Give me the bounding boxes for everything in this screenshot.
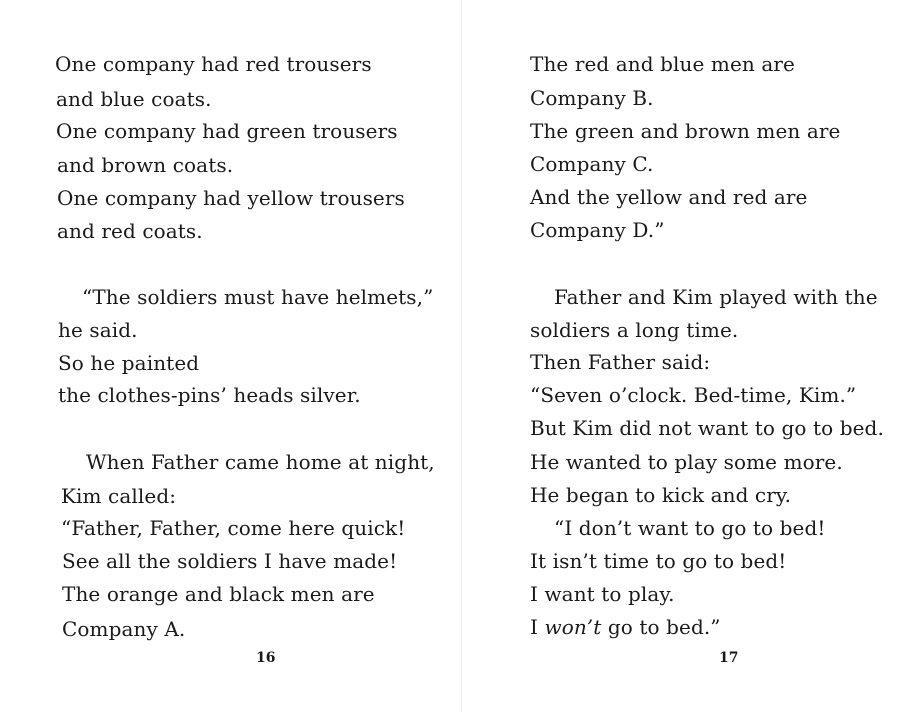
right-line-17-prefix: I	[530, 615, 545, 639]
page-number-left: 16	[256, 650, 276, 666]
left-line-7: “The soldiers must have helmets,”	[82, 285, 434, 309]
left-line-8: he said.	[58, 318, 138, 342]
left-line-12: Kim called:	[61, 484, 177, 508]
right-page	[462, 0, 924, 712]
left-line-4: and brown coats.	[57, 153, 234, 177]
left-line-16: Company A.	[62, 617, 186, 641]
right-line-14: “I don’t want to go to bed!	[554, 516, 826, 540]
right-line-17	[530, 615, 721, 639]
left-line-13: “Father, Father, come here quick!	[61, 516, 406, 540]
right-line-1: The red and blue men are	[530, 52, 795, 76]
right-line-3: The green and brown men are	[530, 119, 841, 143]
left-line-1: One company had red trousers	[55, 52, 372, 76]
right-line-12: He wanted to play some more.	[530, 450, 843, 474]
left-line-2: and blue coats.	[56, 87, 212, 111]
right-line-7: Father and Kim played with the	[554, 285, 878, 309]
right-line-8: soldiers a long time.	[530, 318, 739, 342]
right-line-17-suffix: go to bed.”	[601, 615, 721, 639]
left-line-9: So he painted	[58, 351, 200, 375]
left-line-10: the clothes-pins’ heads silver.	[58, 383, 361, 407]
right-line-15: It isn’t time to go to bed!	[530, 549, 787, 573]
right-line-2: Company B.	[530, 86, 654, 110]
right-line-13: He began to kick and cry.	[530, 483, 792, 507]
emphasized-word: won’t	[544, 615, 602, 639]
right-line-16: I want to play.	[530, 582, 675, 606]
left-line-14: See all the soldiers I have made!	[62, 549, 398, 573]
right-line-6: Company D.”	[530, 218, 665, 242]
right-line-10: “Seven o’clock. Bed-time, Kim.”	[530, 383, 857, 407]
left-line-5: One company had yellow trousers	[57, 186, 405, 210]
page-number-right: 17	[719, 650, 739, 666]
left-line-11: When Father came home at night,	[86, 450, 435, 474]
left-line-15: The orange and black men are	[62, 582, 375, 606]
left-line-3: One company had green trousers	[56, 119, 398, 143]
right-line-11: But Kim did not want to go to bed.	[530, 416, 884, 440]
right-line-4: Company C.	[530, 152, 654, 176]
right-line-5: And the yellow and red are	[530, 185, 808, 209]
left-line-6: and red coats.	[57, 219, 203, 243]
right-line-9: Then Father said:	[530, 350, 711, 374]
